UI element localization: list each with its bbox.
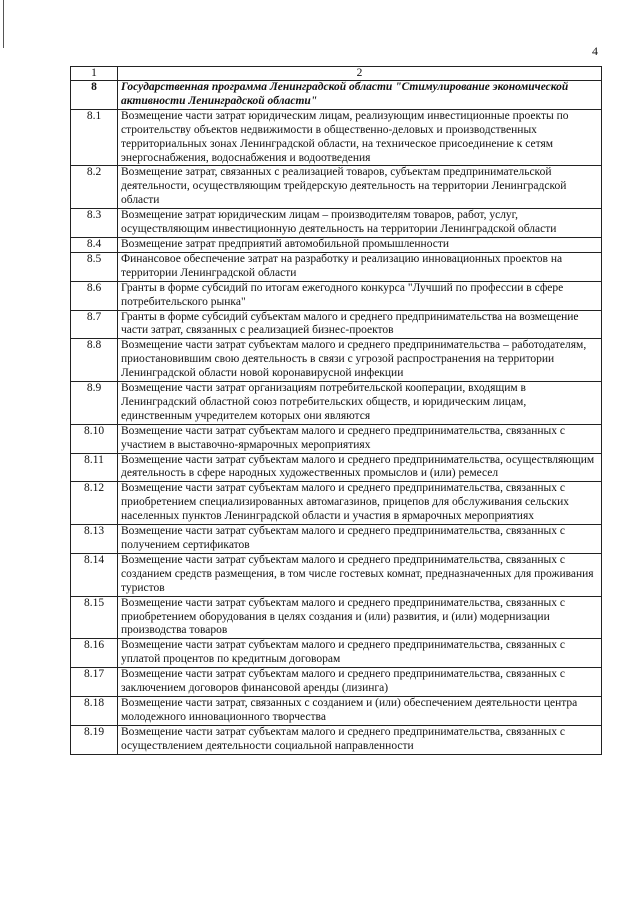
row-number: 8.2	[71, 166, 118, 209]
row-description: Возмещение части затрат субъектам малого и среднего предпринимательства, связанных с осуществлением деятельности социальной направленности	[118, 725, 602, 754]
row-number: 8.19	[71, 725, 118, 754]
row-description: Возмещение части затрат организациям потребительской кооперации, входящим в Ленинградский областной союз потребительских обществ, и юридическим лицам, единственным учредителем которых они являются	[118, 382, 602, 425]
table-row	[71, 252, 602, 281]
table-row	[71, 382, 602, 425]
row-number: 8.6	[71, 281, 118, 310]
row-description: Возмещение части затрат субъектам малого и среднего предпринимательства, связанных с приобретением специализированных автомагазинов, прицепов для обслуживания сельских населенных пунктов Ленинградской области и участия в ярмарочных мероприятиях	[118, 482, 602, 525]
table-row	[71, 639, 602, 668]
section-number: 8	[71, 81, 118, 110]
table-row	[71, 310, 602, 339]
margin-mark	[3, 0, 4, 48]
row-description: Возмещение части затрат юридическим лицам, реализующим инвестиционные проекты по строительству объектов недвижимости в общественно-деловых и производственных территориальных зонах Ленинградской области, на техническое присоединение к сетям энергоснабжения, водоснабжения и водоотведения	[118, 109, 602, 166]
row-description: Возмещение затрат юридическим лицам – производителям товаров, работ, услуг, осуществляющим инвестиционную деятельность на территории Ленинградской области	[118, 209, 602, 238]
table-row	[71, 166, 602, 209]
row-number: 8.5	[71, 252, 118, 281]
row-number: 8.8	[71, 339, 118, 382]
row-number: 8.14	[71, 553, 118, 596]
row-description: Гранты в форме субсидий субъектам малого и среднего предпринимательства на возмещение части затрат, связанных с реализацией бизнес-проектов	[118, 310, 602, 339]
table-row	[71, 424, 602, 453]
table-row	[71, 525, 602, 554]
row-number: 8.3	[71, 209, 118, 238]
table-header-row	[71, 67, 602, 81]
table-row	[71, 696, 602, 725]
row-description: Возмещение части затрат субъектам малого и среднего предпринимательства, связанных с уплатой процентов по кредитным договорам	[118, 639, 602, 668]
row-number: 8.4	[71, 237, 118, 252]
row-description: Возмещение затрат, связанных с реализацией товаров, субъектам предпринимательской деятельности, осуществляющим трейдерскую деятельность на территории Ленинградской области	[118, 166, 602, 209]
row-description: Возмещение части затрат субъектам малого и среднего предпринимательства – работодателям, приостановившим свою деятельность в связи с угрозой распространения на территории Ленинградской области новой коронавирусной инфекции	[118, 339, 602, 382]
header-col-2: 2	[118, 67, 602, 81]
row-description: Финансовое обеспечение затрат на разработку и реализацию инновационных проектов на территории Ленинградской области	[118, 252, 602, 281]
table-row	[71, 339, 602, 382]
table-row	[71, 453, 602, 482]
row-number: 8.16	[71, 639, 118, 668]
row-number: 8.9	[71, 382, 118, 425]
row-description: Возмещение части затрат субъектам малого и среднего предпринимательства, осуществляющим деятельность в сфере народных художественных промыслов и (или) ремесел	[118, 453, 602, 482]
row-number: 8.1	[71, 109, 118, 166]
table-row	[71, 237, 602, 252]
row-number: 8.18	[71, 696, 118, 725]
row-number: 8.17	[71, 668, 118, 697]
row-description: Возмещение части затрат субъектам малого и среднего предпринимательства, связанных с приобретением оборудования в целях создания и (или) развития, и (или) модернизации производства товаров	[118, 596, 602, 639]
row-number: 8.10	[71, 424, 118, 453]
table-row	[71, 109, 602, 166]
row-number: 8.13	[71, 525, 118, 554]
row-description: Возмещение части затрат, связанных с созданием и (или) обеспечением деятельности центра молодежного инновационного творчества	[118, 696, 602, 725]
row-description: Гранты в форме субсидий по итогам ежегодного конкурса "Лучший по профессии в сфере потребительского рынка"	[118, 281, 602, 310]
table-row	[71, 209, 602, 238]
row-description: Возмещение части затрат субъектам малого и среднего предпринимательства, связанных с участием в выставочно-ярмарочных мероприятиях	[118, 424, 602, 453]
row-description: Возмещение части затрат субъектам малого и среднего предпринимательства, связанных с получением сертификатов	[118, 525, 602, 554]
page-number: 4	[592, 44, 598, 58]
table-row	[71, 482, 602, 525]
table-row	[71, 281, 602, 310]
row-number: 8.11	[71, 453, 118, 482]
table-row	[71, 725, 602, 754]
header-col-1: 1	[71, 67, 118, 81]
row-description: Возмещение части затрат субъектам малого и среднего предпринимательства, связанных с заключением договоров финансовой аренды (лизинга)	[118, 668, 602, 697]
measures-table	[70, 66, 602, 755]
section-title: Государственная программа Ленинградской области "Стимулирование экономической активности Ленинградской области"	[118, 81, 602, 110]
row-number: 8.7	[71, 310, 118, 339]
table-row	[71, 668, 602, 697]
row-number: 8.15	[71, 596, 118, 639]
table-row	[71, 553, 602, 596]
row-number: 8.12	[71, 482, 118, 525]
row-description: Возмещение затрат предприятий автомобильной промышленности	[118, 237, 602, 252]
section-row	[71, 81, 602, 110]
table-row	[71, 596, 602, 639]
row-description: Возмещение части затрат субъектам малого и среднего предпринимательства, связанных с созданием средств размещения, в том числе гостевых комнат, предназначенных для проживания туристов	[118, 553, 602, 596]
